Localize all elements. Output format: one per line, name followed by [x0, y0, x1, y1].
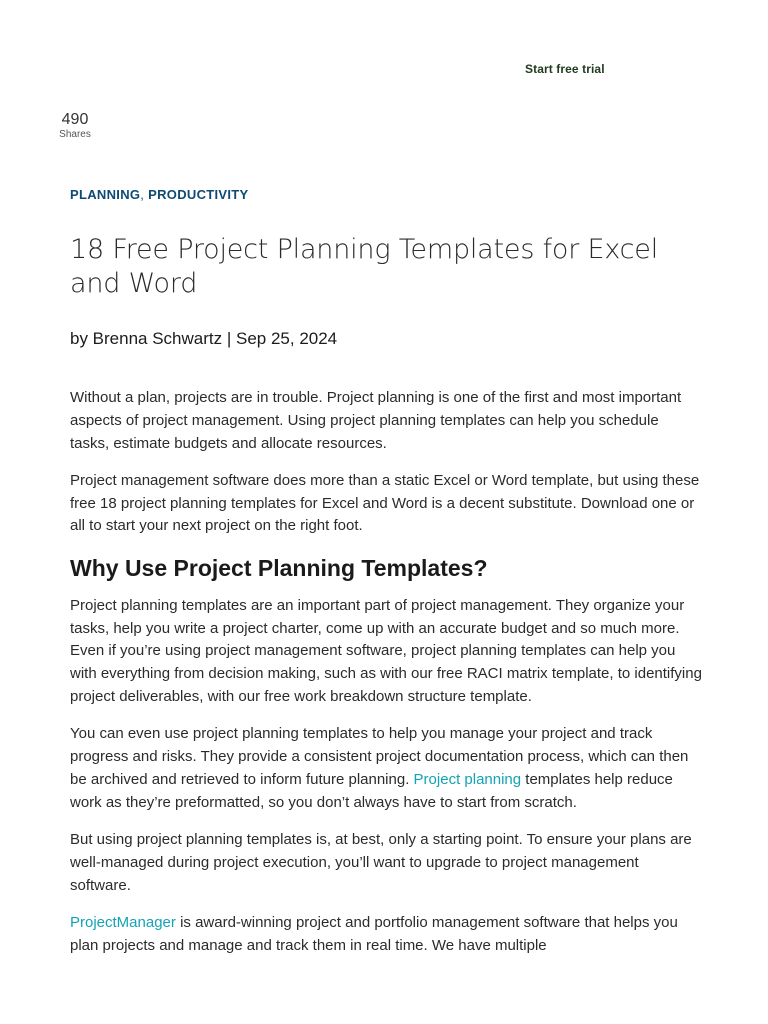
intro-paragraph-1: Without a plan, projects are in trouble. Project planning is one of the first and most important aspects of project management. Using project planning templates can help you schedule tasks, estimate budgets and allocate resources.	[70, 389, 682, 452]
section-paragraph-3: But using project planning templates is, at best, only a starting point. To ensure your plans are well-managed during project execution, you’ll want to upgrade to project management software.	[70, 830, 692, 894]
share-count: 490	[61, 111, 89, 128]
category-link-productivity[interactable]: PRODUCTIVITY	[148, 187, 249, 202]
article-title: 18 Free Project Planning Templates for Excel and Word	[70, 234, 659, 299]
share-label: Shares	[59, 129, 91, 140]
section-heading-why-use: Why Use Project Planning Templates?	[70, 554, 488, 581]
category-separator: ,	[140, 187, 145, 202]
section-paragraph-1: Project planning templates are an important part of project management. They organize your tasks, help you write a project charter, come up with an accurate budget and so much more. Even if you’re using project management software, project planning templates can help you with everything from decision making, such as with our free RACI matrix template, to identifying project deliverables, with our free work breakdown structure template.	[70, 596, 702, 705]
article-body	[70, 387, 702, 972]
section-paragraph-2	[70, 723, 702, 814]
intro-paragraph-2: Project management software does more than a static Excel or Word template, but using these free 18 project planning templates for Excel and Word is a decent substitute. Download one or all to start your next project on the right foot.	[70, 471, 700, 535]
paragraph-text: is award-winning project and portfolio management software that helps you plan projects and manage and track them in real time. We have multiple	[70, 913, 678, 954]
share-counter	[54, 111, 96, 141]
start-free-trial-link[interactable]: Start free trial	[525, 62, 605, 76]
paragraph-text: You can even use project planning templates to help you manage your project and track progress and risks. They provide a consistent project documentation process, which can then be archived and retrieved to inform future planning.	[70, 725, 689, 788]
category-link-planning[interactable]: PLANNING	[70, 187, 141, 202]
article-byline: by Brenna Schwartz | Sep 25, 2024	[70, 329, 338, 348]
section-paragraph-4	[70, 912, 702, 958]
category-list	[70, 187, 249, 202]
projectmanager-link[interactable]: ProjectManager	[70, 913, 176, 931]
paragraph-text: templates help reduce work as they’re preformatted, so you don’t always have to start from scratch.	[70, 770, 673, 811]
project-planning-link[interactable]: Project planning	[413, 770, 522, 788]
